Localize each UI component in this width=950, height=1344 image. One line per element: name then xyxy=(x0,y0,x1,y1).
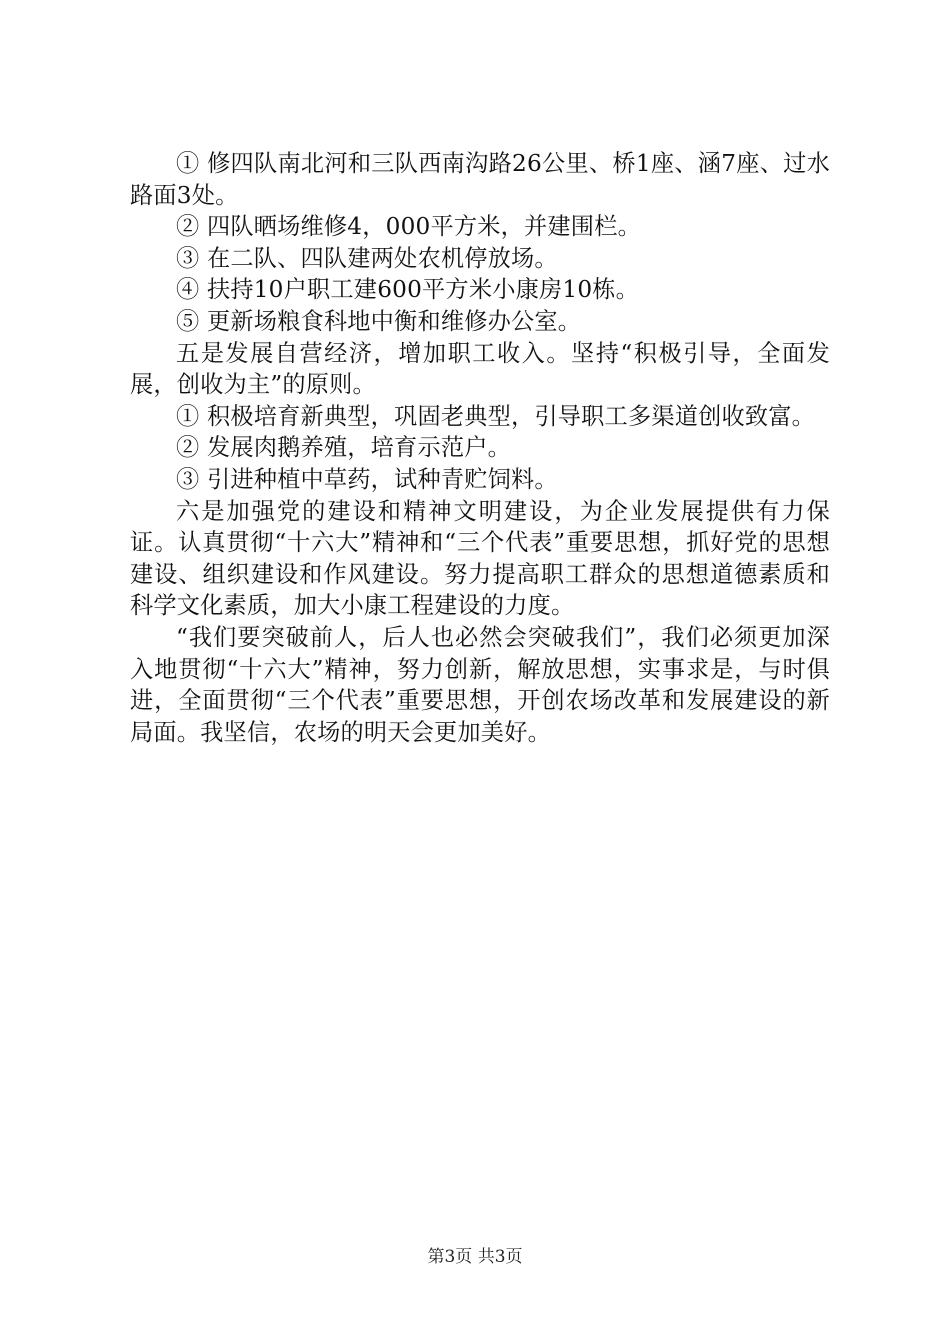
paragraph-section-six: 六是加强党的建设和精神文明建设，为企业发展提供有力保证。认真贯彻“十六大”精神和“三个代表”重要思想，抓好党的思想建设、组织建设和作风建设。努力提高职工群众的思想道德素质和科学文化素质，加大小康工程建设的力度。 xyxy=(130,497,830,620)
document-body xyxy=(130,148,830,748)
paragraph-item-8: ③ 引进种植中草药，试种青贮饲料。 xyxy=(176,465,558,493)
paragraph-section-five: 五是发展自营经济，增加职工收入。坚持“积极引导，全面发展，创收为主”的原则。 xyxy=(130,339,830,399)
paragraph-closing: “我们要突破前人，后人也必然会突破我们”，我们必须更加深入地贯彻“十六大”精神，努力创新，解放思想，实事求是，与时俱进，全面贯彻“三个代表”重要思想，开创农场改革和发展建设的新局面。我坚信，农场的明天会更加美好。 xyxy=(130,623,830,746)
paragraph-item-1: ① 修四队南北河和三队西南沟路26公里、桥1座、涵7座、过水路面3处。 xyxy=(130,150,830,209)
paragraph-item-6: ① 积极培育新典型，巩固老典型，引导职工多渠道创收致富。 xyxy=(176,402,816,430)
paragraph-item-3: ③ 在二队、四队建两处农机停放场。 xyxy=(176,244,558,272)
page-number-footer: 第3页 共3页 xyxy=(427,1247,523,1267)
paragraph-item-7: ② 发展肉鹅养殖，培育示范户。 xyxy=(176,434,511,462)
paragraph-item-4: ④ 扶持10户职工建600平方米小康房10栋。 xyxy=(176,276,640,304)
paragraph-item-5: ⑤ 更新场粮食科地中衡和维修办公室。 xyxy=(176,307,582,335)
paragraph-item-2: ② 四队晒场维修4，000平方米，并建围栏。 xyxy=(176,213,641,241)
